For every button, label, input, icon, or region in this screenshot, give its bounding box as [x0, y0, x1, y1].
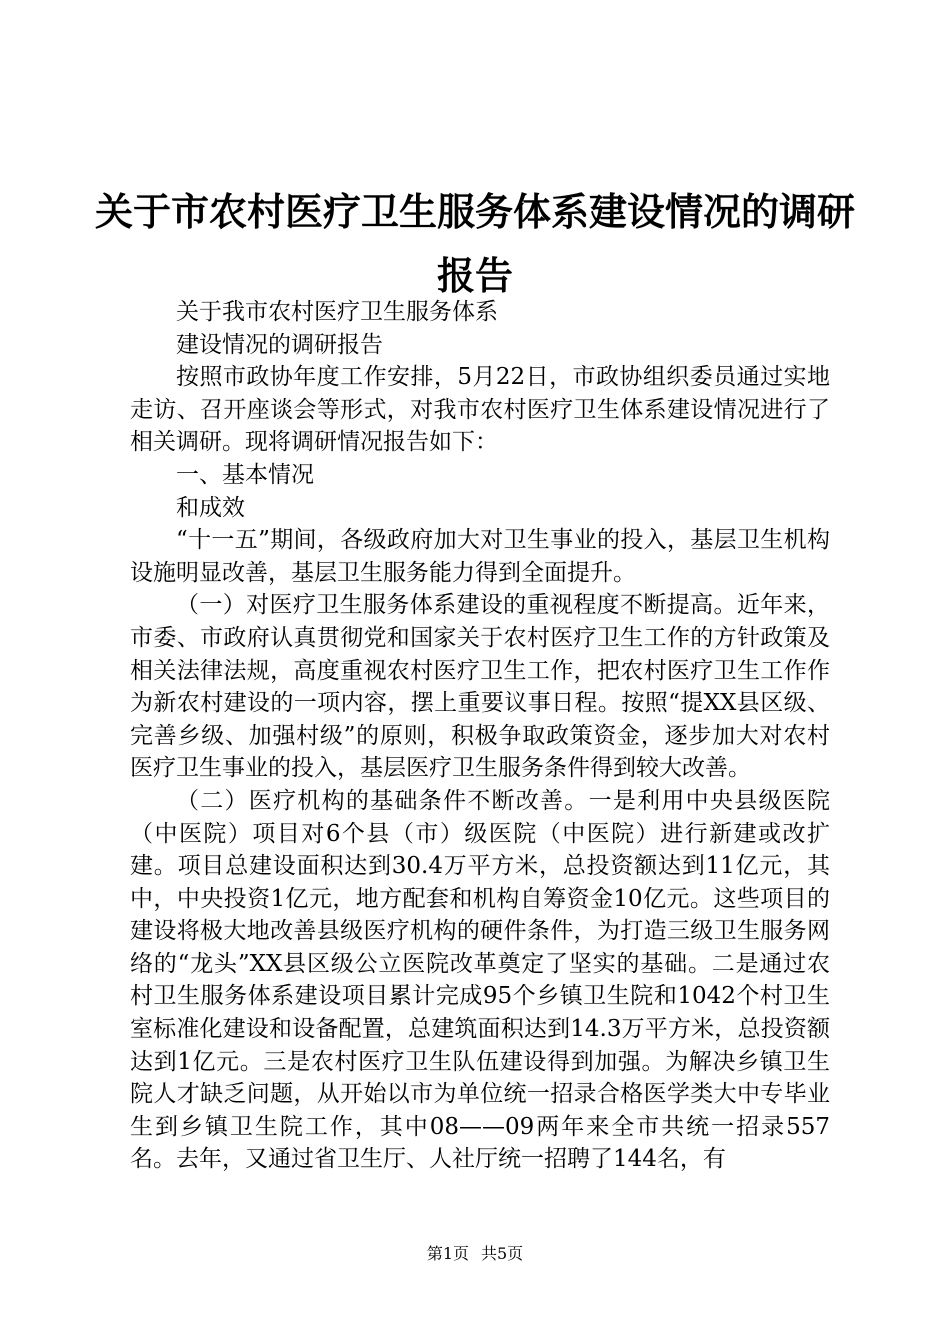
page-total: 共5页 [481, 1244, 524, 1263]
body-paragraph: “十一五”期间，各级政府加大对卫生事业的投入，基层卫生机构设施明显改善，基层卫生服务能力得到全面提升。 [130, 527, 830, 586]
body-paragraph: 按照市政协年度工作安排，5月22日，市政协组织委员通过实地走访、召开座谈会等形式，对我市农村医疗卫生体系建设情况进行了相关调研。现将调研情况报告如下： [130, 364, 830, 456]
page-number: 第1页 [426, 1244, 469, 1263]
body-paragraph: 关于我市农村医疗卫生服务体系 [176, 299, 498, 325]
section-heading: 一、基本情况 [176, 461, 314, 488]
body-paragraph: 建设情况的调研报告 [176, 331, 383, 358]
body-paragraph: （一）对医疗卫生服务体系建设的重视程度不断提高。近年来，市委、市政府认真贯彻党和国家关于农村医疗卫生工作的方针政策及相关法律法规，高度重视农村医疗卫生工作，把农村医疗卫生工作作为新农村建设的一项内容，摆上重要议事日程。按照“提XX县区级、完善乡级、加强村级”的原则，积极争取政策资金，逐步加大对农村医疗卫生事业的投入，基层医疗卫生服务条件得到较大改善。 [130, 592, 830, 782]
section-heading: 和成效 [176, 494, 245, 521]
document-title: 关于市农村医疗卫生服务体系建设情况的调研报告 [95, 190, 856, 298]
document-body [130, 296, 830, 1176]
body-paragraph: （二）医疗机构的基础条件不断改善。一是利用中央县级医院（中医院）项目对6个县（市）级医院（中医院）进行新建或改扩建。项目总建设面积达到30.4万平方米，总投资额达到11亿元，其中，中央投资1亿元，地方配套和机构自筹资金10亿元。这些项目的建设将极大地改善县级医疗机构的硬件条件，为打造三级卫生服务网络的“龙头”XX县区级公立医院改革奠定了坚实的基础。二是通过农村卫生服务体系建设项目累计完成95个乡镇卫生院和1042个村卫生室标准化建设和设备配置，总建筑面积达到14.3万平方米，总投资额达到1亿元。三是农村医疗卫生队伍建设得到加强。为解决乡镇卫生院人才缺乏问题，从开始以市为单位统一招录合格医学类大中专毕业生到乡镇卫生院工作，其中08——09两年来全市共统一招录557名。去年，又通过省卫生厅、人社厅统一招聘了144名，有 [130, 787, 830, 1173]
page-footer [0, 1244, 950, 1264]
